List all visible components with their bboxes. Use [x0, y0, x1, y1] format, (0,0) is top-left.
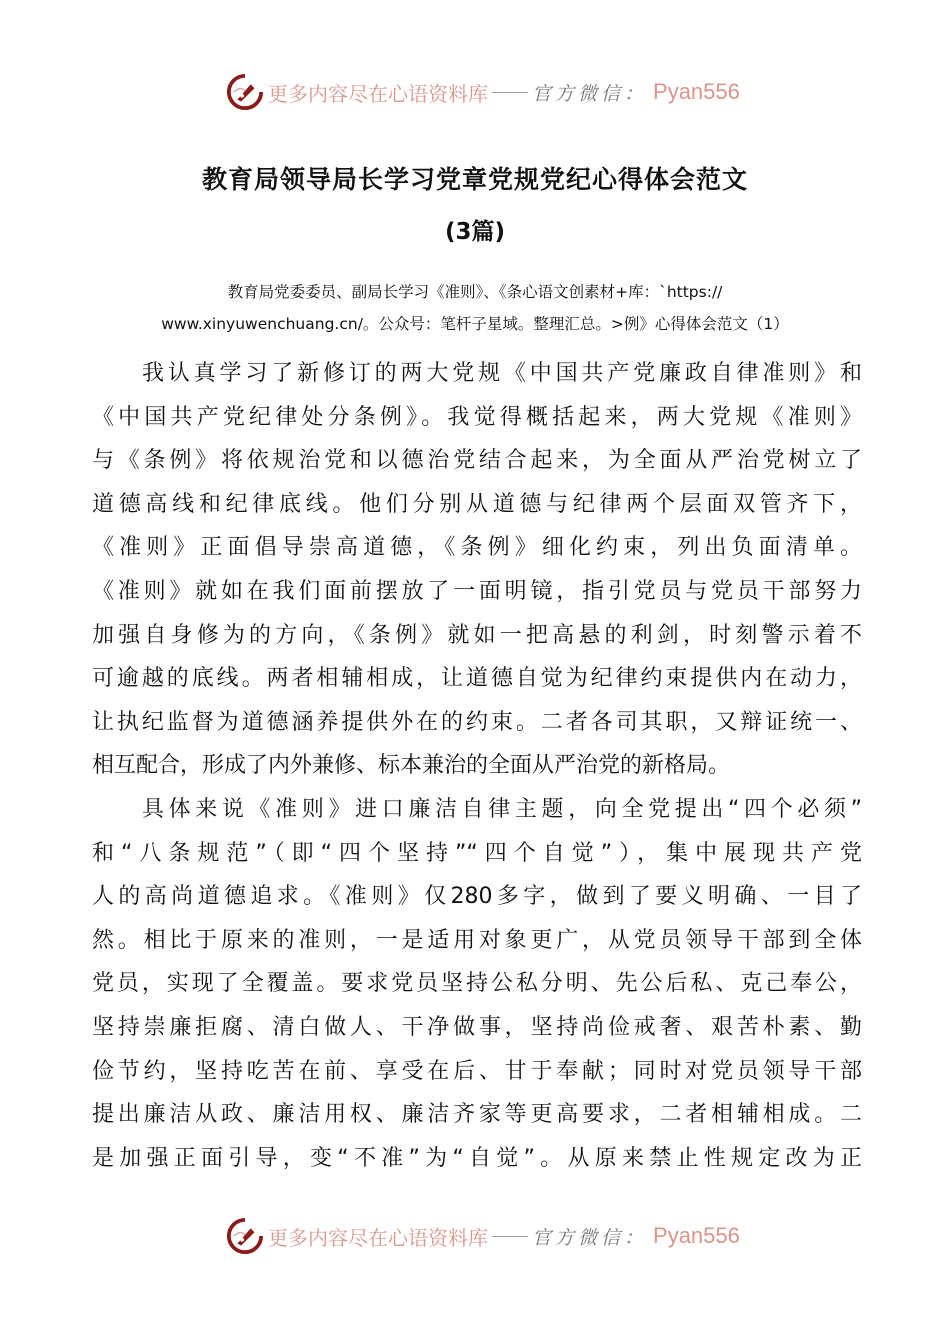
document-title: 教育局领导局长学习党章党规党纪心得体会范文 — [201, 165, 748, 194]
body-line: 党员，实现了全覆盖。要求党员坚持公私分明、先公后私、克己奉公， — [92, 971, 862, 997]
article-heading-line-1: 教育局党委委员、副局长学习《准则》、《条心语文创素材+库：`https:// — [227, 283, 723, 301]
body-line: 加强自身修为的方向，《条例》就如一把高悬的利剑，时刻警示着不 — [92, 622, 862, 648]
body-line: 《准则》正面倡导崇高道德，《条例》细化约束，列出负面清单。 — [92, 535, 862, 561]
body-line: 提出廉洁从政、廉洁用权、廉洁齐家等更高要求，二者相辅相成。二 — [92, 1102, 862, 1128]
body-line: 具体来说《准则》进口廉洁自律主题，向全党提出“四个必须” — [142, 796, 863, 822]
article-body — [92, 352, 862, 1180]
footer-banner — [226, 1216, 740, 1256]
wechat-handle: Pyan556 — [653, 79, 740, 104]
body-line: 相互配合，形成了内外兼修、标本兼治的全面从严治党的新格局。 — [92, 753, 731, 779]
body-line: 然。相比于原来的准则，一是适用对象更广，从党员领导干部到全体 — [92, 927, 862, 953]
promo-text: 更多内容尽在心语资料库 — [268, 81, 488, 106]
wechat-label: 官方微信： — [532, 82, 648, 105]
wechat-handle: Pyan556 — [653, 1223, 740, 1248]
promo-text: 更多内容尽在心语资料库 — [268, 1225, 488, 1250]
body-line: 俭节约，坚持吃苦在前、享受在后、甘于奉献；同时对党员领导干部 — [92, 1058, 862, 1084]
body-line: 坚持崇廉拒腐、清白做人、干净做事，坚持尚俭戒奢、艰苦朴素、勤 — [92, 1014, 862, 1040]
pen-nib-logo-icon — [226, 1217, 264, 1255]
body-line: 可逾越的底线。两者相辅相成，让道德自觉为纪律约束提供内在动力， — [92, 666, 862, 692]
wechat-label: 官方微信： — [532, 1226, 648, 1249]
document-subtitle: (3篇) — [444, 219, 506, 245]
divider-dash — [492, 1236, 528, 1237]
body-line: 是加强正面引导，变“不准”为“自觉”。从原来禁止性规定改为正 — [92, 1145, 862, 1171]
body-line: 《准则》就如在我们面前摆放了一面明镜，指引党员与党员干部努力 — [92, 578, 862, 604]
article-heading-line-2: www.xinyuwenchuang.cn/。公众号：笔杆子星域。整理汇总。>例》心得体会范文（1） — [161, 315, 789, 333]
body-line: 我认真学习了新修订的两大党规《中国共产党廉政自律准则》和 — [142, 361, 862, 386]
body-line: 和“八条规范”（即“四个坚持”“四个自觉”），集中展现共产党 — [92, 840, 862, 866]
body-line: 让执纪监督为道德涵养提供外在的约束。二者各司其职，又辩证统一、 — [92, 709, 862, 735]
body-line: 道德高线和纪律底线。他们分别从道德与纪律两个层面双管齐下， — [92, 491, 862, 517]
body-line: 人的高尚道德追求。《准则》仅280多字，做到了要义明确、一目了 — [92, 884, 862, 910]
body-line: 与《条例》将依规治党和以德治党结合起来，为全面从严治党树立了 — [92, 448, 862, 474]
body-line: 《中国共产党纪律处分条例》。我觉得概括起来，两大党规《准则》 — [92, 404, 862, 430]
pen-nib-logo-icon — [226, 73, 264, 111]
header-banner — [226, 72, 740, 112]
divider-dash — [492, 92, 528, 93]
